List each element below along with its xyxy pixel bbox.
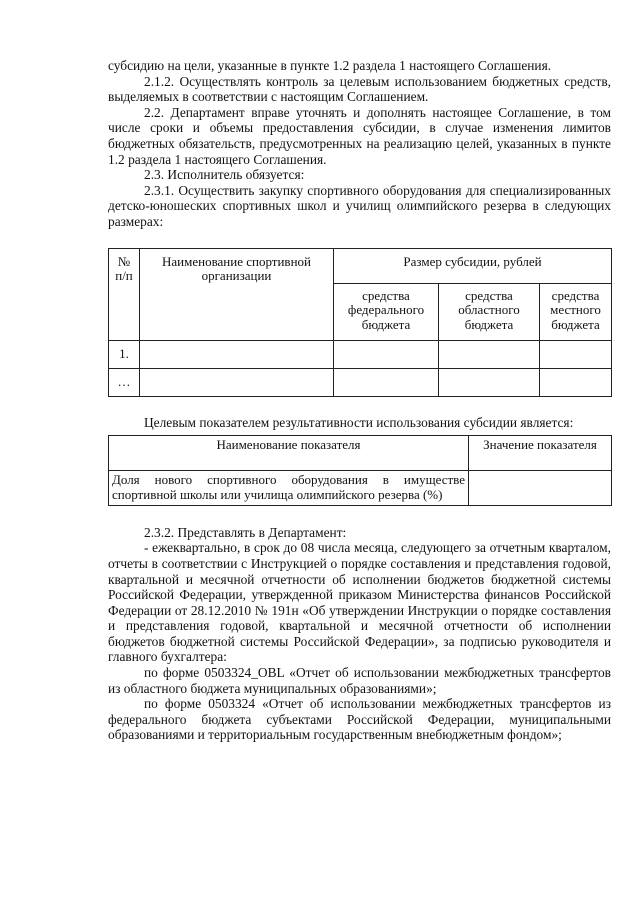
row-regional bbox=[439, 340, 540, 368]
table-row bbox=[109, 471, 612, 506]
indicator-table bbox=[108, 435, 612, 506]
table-row bbox=[109, 368, 612, 396]
subsidy-table bbox=[108, 248, 612, 397]
col-header-regional: средства областного бюджета bbox=[439, 283, 540, 340]
row-regional bbox=[439, 368, 540, 396]
row-federal bbox=[334, 340, 439, 368]
document-page bbox=[108, 58, 611, 743]
paragraph-form-federal: по форме 0503324 «Отчет об использовании межбюджетных трансфертов из федерального бюджета субъектами Российской Федерации, муниципальными образованиями и территориальным государственным внебюджетным фондом»; bbox=[108, 696, 611, 743]
indicator-name: Доля нового спортивного оборудования в имуществе спортивной школы или училища олимпийского резерва (%) bbox=[109, 471, 469, 506]
col-header-number: № п/п bbox=[109, 248, 140, 340]
row-organization bbox=[140, 340, 334, 368]
col-header-indicator-value: Значение показателя bbox=[469, 436, 612, 471]
row-local bbox=[540, 368, 612, 396]
paragraph-subsidy-purpose: субсидию на цели, указанные в пункте 1.2 раздела 1 настоящего Соглашения. bbox=[108, 58, 552, 73]
paragraph-2-3-1: 2.3.1. Осуществить закупку спортивного оборудования для специализированных детско-юношеских спортивных школ и училищ олимпийского резерва в следующих размерах: bbox=[108, 182, 611, 229]
col-header-federal: средства федерального бюджета bbox=[334, 283, 439, 340]
row-organization bbox=[140, 368, 334, 396]
row-number: 1. bbox=[109, 340, 140, 368]
paragraph-2-3: 2.3. Исполнитель обязуется: bbox=[144, 167, 305, 183]
paragraph-2-2: 2.2. Департамент вправе уточнять и дополнять настоящее Соглашение, в том числе сроки и объемы предоставления субсидии, в случае изменения лимитов бюджетных обязательств, предусмотренных на реализацию целей, указанных в пункте 1.2 раздела 1 настоящего Соглашения. bbox=[108, 104, 611, 167]
row-local bbox=[540, 340, 612, 368]
paragraph-2-1-2: 2.1.2. Осуществлять контроль за целевым использованием бюджетных средств, выделяемых в соответствии с настоящим Соглашением. bbox=[108, 73, 611, 105]
col-header-organization: Наименование спортивной организации bbox=[140, 248, 334, 340]
indicator-value bbox=[469, 471, 612, 506]
table-row bbox=[109, 340, 612, 368]
col-header-indicator-name: Наименование показателя bbox=[109, 436, 469, 471]
row-federal bbox=[334, 368, 439, 396]
top-section bbox=[108, 58, 611, 230]
col-header-subsidy-size: Размер субсидии, рублей bbox=[334, 248, 612, 283]
row-number: … bbox=[109, 368, 140, 396]
paragraph-target-indicator: Целевым показателем результативности использования субсидии является: bbox=[144, 414, 574, 430]
bottom-section bbox=[108, 525, 611, 743]
paragraph-form-obl: по форме 0503324_OBL «Отчет об использовании межбюджетных трансфертов из областного бюджета муниципальных образованиями»; bbox=[108, 665, 611, 696]
paragraph-2-3-2: 2.3.2. Представлять в Департамент: bbox=[144, 524, 347, 540]
paragraph-quarterly-reports: - ежеквартально, в срок до 08 числа месяца, следующего за отчетным кварталом, отчеты в соответствии с Инструкцией о порядке составления и представления годовой, квартальной и месячной отчетности об исполнении бюджетов бюджетной системы Российской Федерации, утвержденной приказом Министерства финансов Российской Федерации от 28.12.2010 № 191н «Об утверждении Инструкции о порядке составления и представления годовой, квартальной и месячной отчетности об исполнении бюджетов бюджетной системы Российской Федерации», за подписью руководителя и главного бухгалтера: bbox=[108, 540, 611, 665]
col-header-local: средства местного бюджета bbox=[540, 283, 612, 340]
